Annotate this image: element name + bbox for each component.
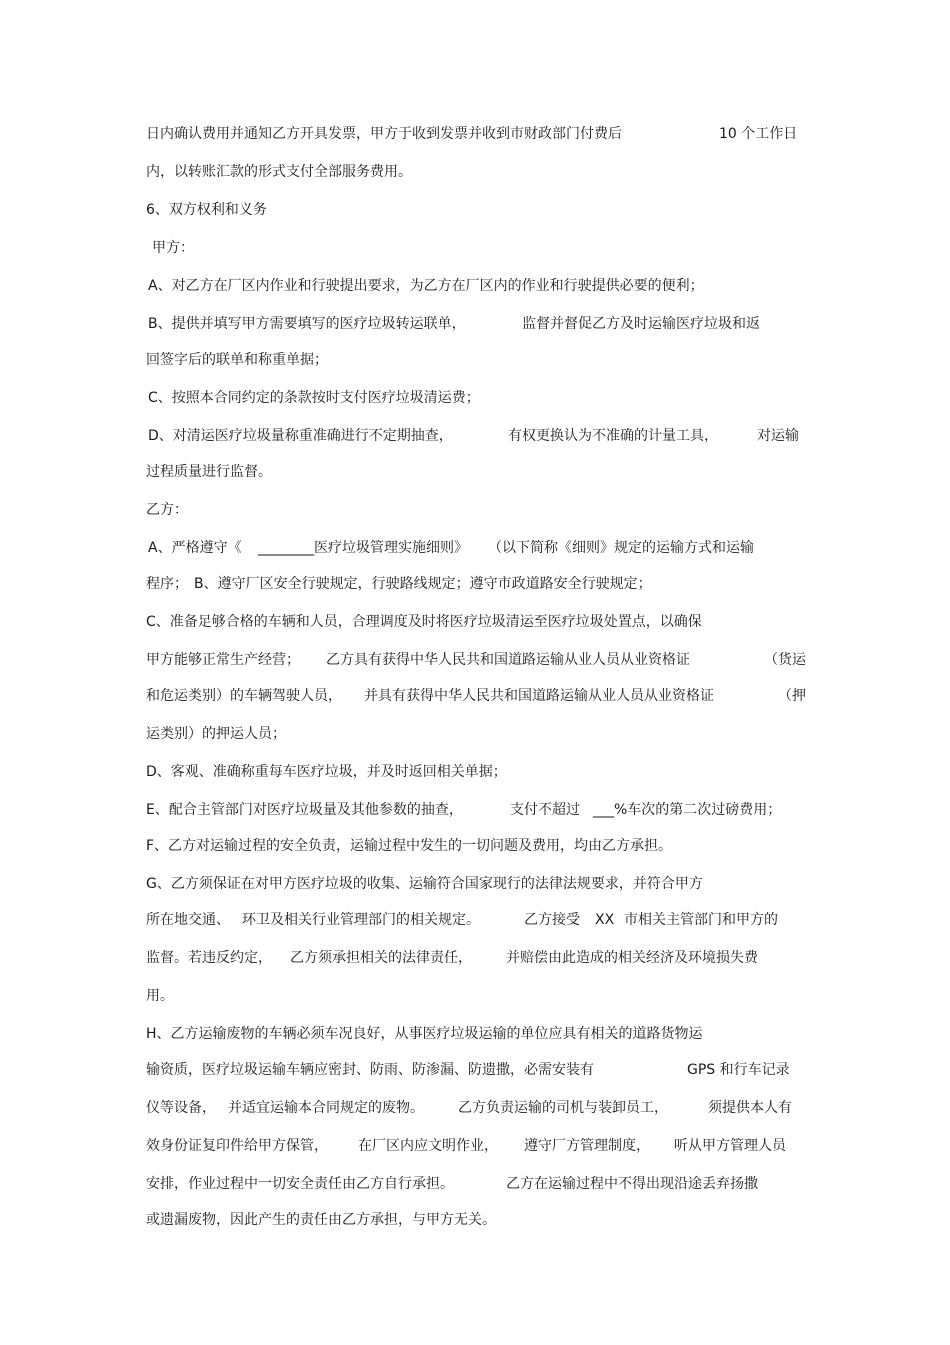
text-line — [146, 834, 811, 858]
text-segment: H、乙方运输废物的车辆必须车况良好，从事医疗垃圾运输的单位应具有相关的道路货物运 — [146, 1026, 703, 1042]
text-segment: D、对清运医疗垃圾量称重准确进行不定期抽查， — [148, 428, 453, 444]
text-segment: 用。 — [146, 988, 174, 1004]
text-line — [146, 872, 811, 896]
text-segment: 甲方能够正常生产经营； — [146, 652, 300, 668]
text-line — [146, 946, 811, 970]
text-line — [146, 386, 811, 410]
text-segment: XX — [595, 912, 615, 928]
text-segment: 10 个工作日 — [719, 126, 798, 142]
text-segment: 所在地交通、 — [146, 912, 230, 928]
text-segment: 乙方须承担相关的法律责任， — [290, 950, 472, 966]
text-line — [146, 1172, 811, 1196]
text-line — [146, 122, 811, 146]
text-segment: 乙方在运输过程中不得出现沿途丢弃扬撒 — [506, 1176, 758, 1192]
text-segment: 并具有获得中华人民共和国道路运输从业人员从业资格证 — [364, 688, 714, 704]
text-line — [146, 722, 811, 746]
party-heading — [146, 236, 811, 260]
text-segment: A、严格遵守《 — [148, 540, 242, 556]
text-line — [146, 1208, 811, 1232]
text-segment: ________医疗垃圾管理实施细则》 — [258, 540, 468, 556]
text-segment: 监督。若违反约定， — [146, 950, 272, 966]
text-segment: 内，以转账汇款的形式支付全部服务费用。 — [146, 164, 412, 180]
text-line — [146, 572, 811, 596]
text-segment: 回签字后的联单和称重单据； — [146, 352, 328, 368]
text-segment: ___%车次的第二次过磅费用； — [593, 802, 782, 818]
text-segment: 程序； — [146, 576, 188, 592]
text-line — [146, 684, 811, 708]
party-heading — [146, 498, 811, 522]
text-segment: （以下简称《细则》规定的运输方式和运输 — [488, 540, 754, 556]
text-segment: 效身份证复印件给甲方保管， — [146, 1138, 328, 1154]
text-segment: 甲方： — [152, 240, 194, 256]
text-line — [146, 610, 811, 634]
text-segment: 并适宜运输本合同规定的废物。 — [228, 1100, 424, 1116]
text-line — [146, 798, 811, 822]
text-segment: 6、双方权利和义务 — [146, 202, 267, 218]
text-line — [146, 908, 811, 932]
text-segment: E、配合主管部门对医疗垃圾量及其他参数的抽查， — [146, 802, 463, 818]
text-line — [146, 348, 811, 372]
text-segment: 和危运类别）的车辆驾驶人员， — [146, 688, 342, 704]
text-segment: 乙方负责运输的司机与装卸员工， — [458, 1100, 668, 1116]
text-segment: 在厂区内应文明作业， — [358, 1138, 498, 1154]
text-line — [146, 424, 811, 448]
text-line — [146, 648, 811, 672]
text-line — [146, 274, 811, 298]
text-segment: （押 — [778, 688, 806, 704]
text-segment: D、客观、准确称重每车医疗垃圾，并及时返回相关单据； — [146, 764, 507, 780]
text-line — [146, 460, 811, 484]
text-segment: 遵守厂方管理制度， — [524, 1138, 650, 1154]
text-segment: 乙方具有获得中华人民共和国道路运输从业人员从业资格证 — [326, 652, 690, 668]
text-segment: C、按照本合同约定的条款按时支付医疗垃圾清运费； — [148, 390, 480, 406]
text-line — [146, 160, 811, 184]
text-line — [146, 312, 811, 336]
text-segment: C、准备足够合格的车辆和人员，合理调度及时将医疗垃圾清运至医疗垃圾处置点，以确保 — [146, 614, 702, 630]
text-segment: 有权更换认为不准确的计量工具， — [508, 428, 718, 444]
text-segment: 支付不超过 — [510, 802, 580, 818]
text-segment: 并赔偿由此造成的相关经济及环境损失费 — [506, 950, 758, 966]
text-line — [146, 1096, 811, 1120]
text-line — [146, 760, 811, 784]
text-segment: 或遗漏废物，因此产生的责任由乙方承担，与甲方无关。 — [146, 1212, 496, 1228]
section-heading — [146, 198, 811, 222]
text-segment: 过程质量进行监督。 — [146, 464, 272, 480]
text-line — [146, 1022, 811, 1046]
text-line — [146, 1134, 811, 1158]
text-line — [146, 536, 811, 560]
text-segment: 乙方接受 — [524, 912, 580, 928]
text-segment: 运类别）的押运人员； — [146, 726, 286, 742]
text-line — [146, 1058, 811, 1082]
text-segment: 须提供本人有 — [708, 1100, 792, 1116]
text-segment: A、对乙方在厂区内作业和行驶提出要求，为乙方在厂区内的作业和行驶提供必要的便利； — [148, 278, 704, 294]
text-segment: 听从甲方管理人员 — [674, 1138, 786, 1154]
text-segment: F、乙方对运输过程的安全负责，运输过程中发生的一切问题及费用，均由乙方承担。 — [146, 838, 673, 854]
text-segment: G、乙方须保证在对甲方医疗垃圾的收集、运输符合国家现行的法律法规要求，并符合甲方 — [146, 876, 703, 892]
text-segment: 安排，作业过程中一切安全责任由乙方自行承担。 — [146, 1176, 454, 1192]
text-segment: B、遵守厂区安全行驶规定，行驶路线规定；遵守市政道路安全行驶规定； — [194, 576, 652, 592]
text-segment: 市相关主管部门和甲方的 — [624, 912, 778, 928]
text-segment: GPS 和行车记录 — [687, 1062, 790, 1078]
text-segment: 监督并督促乙方及时运输医疗垃圾和返 — [522, 316, 760, 332]
text-segment: 输资质，医疗垃圾运输车辆应密封、防雨、防渗漏、防遗撒，必需安装有 — [146, 1062, 594, 1078]
text-segment: 仪等设备， — [146, 1100, 216, 1116]
text-line — [146, 984, 811, 1008]
text-segment: （货运 — [764, 652, 806, 668]
text-segment: 乙方： — [146, 502, 188, 518]
text-segment: 日内确认费用并通知乙方开具发票，甲方于收到发票并收到市财政部门付费后 — [146, 126, 622, 142]
text-segment: 对运输 — [757, 428, 799, 444]
text-segment: 环卫及相关行业管理部门的相关规定。 — [242, 912, 480, 928]
text-segment: B、提供并填写甲方需要填写的医疗垃圾转运联单， — [148, 316, 466, 332]
